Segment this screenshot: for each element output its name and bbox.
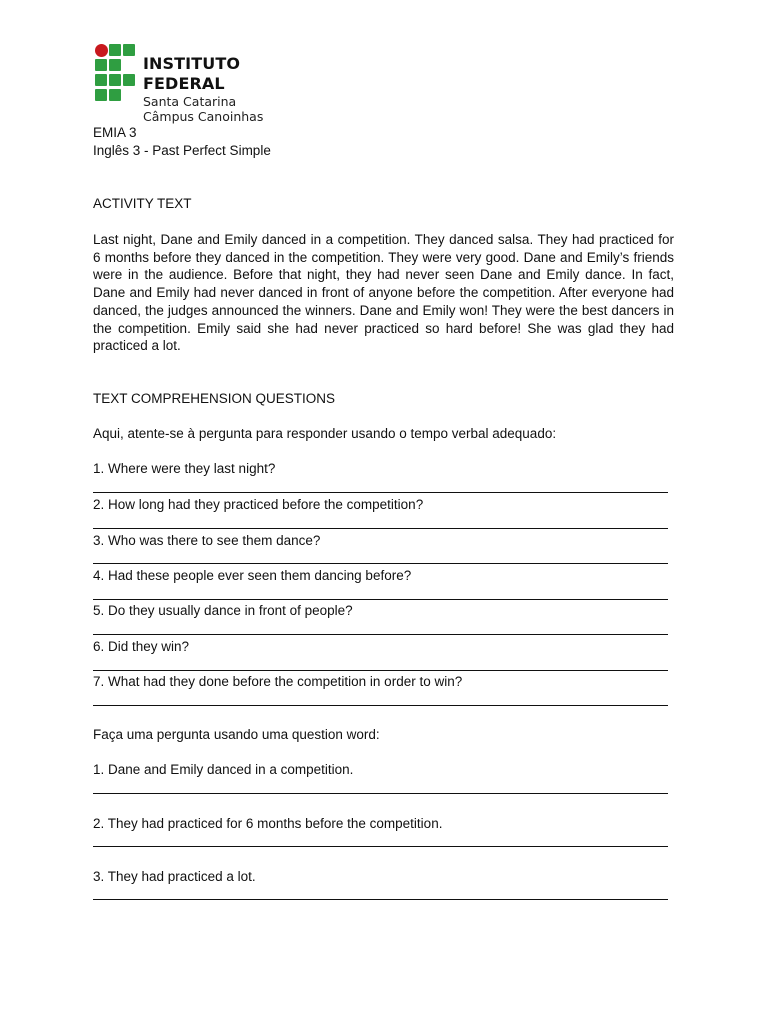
answer-line[interactable] <box>93 599 668 600</box>
activity-text: Last night, Dane and Emily danced in a competition. They danced salsa. They had practiced for 6 months before they danced in the competition. They were very good. Dane and Emily’s friends were in the audience. Before that night, they had never seen Dane and Emily dance. In fact, Dane and Emily had never danced in front of anyone before the competition. After everyone had danced, the judges announced the winners. Dane and Emily won! They were the best dancers in the competition. Emily said she had never practiced so hard before! She was glad they had practiced a lot. <box>93 232 674 354</box>
question-text: 1. Where were they last night? <box>93 461 276 476</box>
institution-logo <box>95 44 325 124</box>
logo-square <box>123 44 135 56</box>
logo-subtitle-state: Santa Catarina <box>143 94 237 109</box>
answer-line[interactable] <box>93 793 668 794</box>
question-word-instruction: Faça uma pergunta usando uma question word: <box>93 727 380 742</box>
answer-line[interactable] <box>93 492 668 493</box>
statement-text: 3. They had practiced a lot. <box>93 869 256 884</box>
answer-line[interactable] <box>93 528 668 529</box>
logo-title: INSTITUTO FEDERAL <box>143 54 241 93</box>
logo-square <box>109 59 121 71</box>
answer-line[interactable] <box>93 563 668 564</box>
statement-text: 2. They had practiced for 6 months before the competition. <box>93 816 443 831</box>
answer-line[interactable] <box>93 670 668 671</box>
answer-line[interactable] <box>93 846 668 847</box>
logo-square <box>95 74 107 86</box>
statement-text: 1. Dane and Emily danced in a competition. <box>93 762 354 777</box>
question-text: 2. How long had they practiced before the competition? <box>93 497 424 512</box>
answer-line[interactable] <box>93 634 668 635</box>
comprehension-instruction: Aqui, atente-se à pergunta para responder usando o tempo verbal adequado: <box>93 426 557 441</box>
logo-square <box>123 74 135 86</box>
question-text: 5. Do they usually dance in front of people? <box>93 603 353 618</box>
logo-mark-icon <box>95 44 137 102</box>
logo-square <box>109 89 121 101</box>
logo-text <box>143 54 325 124</box>
activity-heading: ACTIVITY TEXT <box>93 196 192 211</box>
logo-subtitle-campus: Câmpus Canoinhas <box>143 109 264 124</box>
logo-square <box>109 44 121 56</box>
logo-red-circle <box>95 44 108 57</box>
question-text: 4. Had these people ever seen them dancing before? <box>93 568 412 583</box>
logo-square <box>109 74 121 86</box>
comprehension-heading: TEXT COMPREHENSION QUESTIONS <box>93 391 336 406</box>
question-text: 7. What had they done before the competition in order to win? <box>93 674 463 689</box>
logo-square <box>95 89 107 101</box>
answer-line[interactable] <box>93 899 668 900</box>
class-name: EMIA 3 <box>93 125 137 140</box>
question-text: 3. Who was there to see them dance? <box>93 533 321 548</box>
logo-square <box>95 59 107 71</box>
answer-line[interactable] <box>93 705 668 706</box>
question-text: 6. Did they win? <box>93 639 190 654</box>
subject-title: Inglês 3 - Past Perfect Simple <box>93 143 271 158</box>
